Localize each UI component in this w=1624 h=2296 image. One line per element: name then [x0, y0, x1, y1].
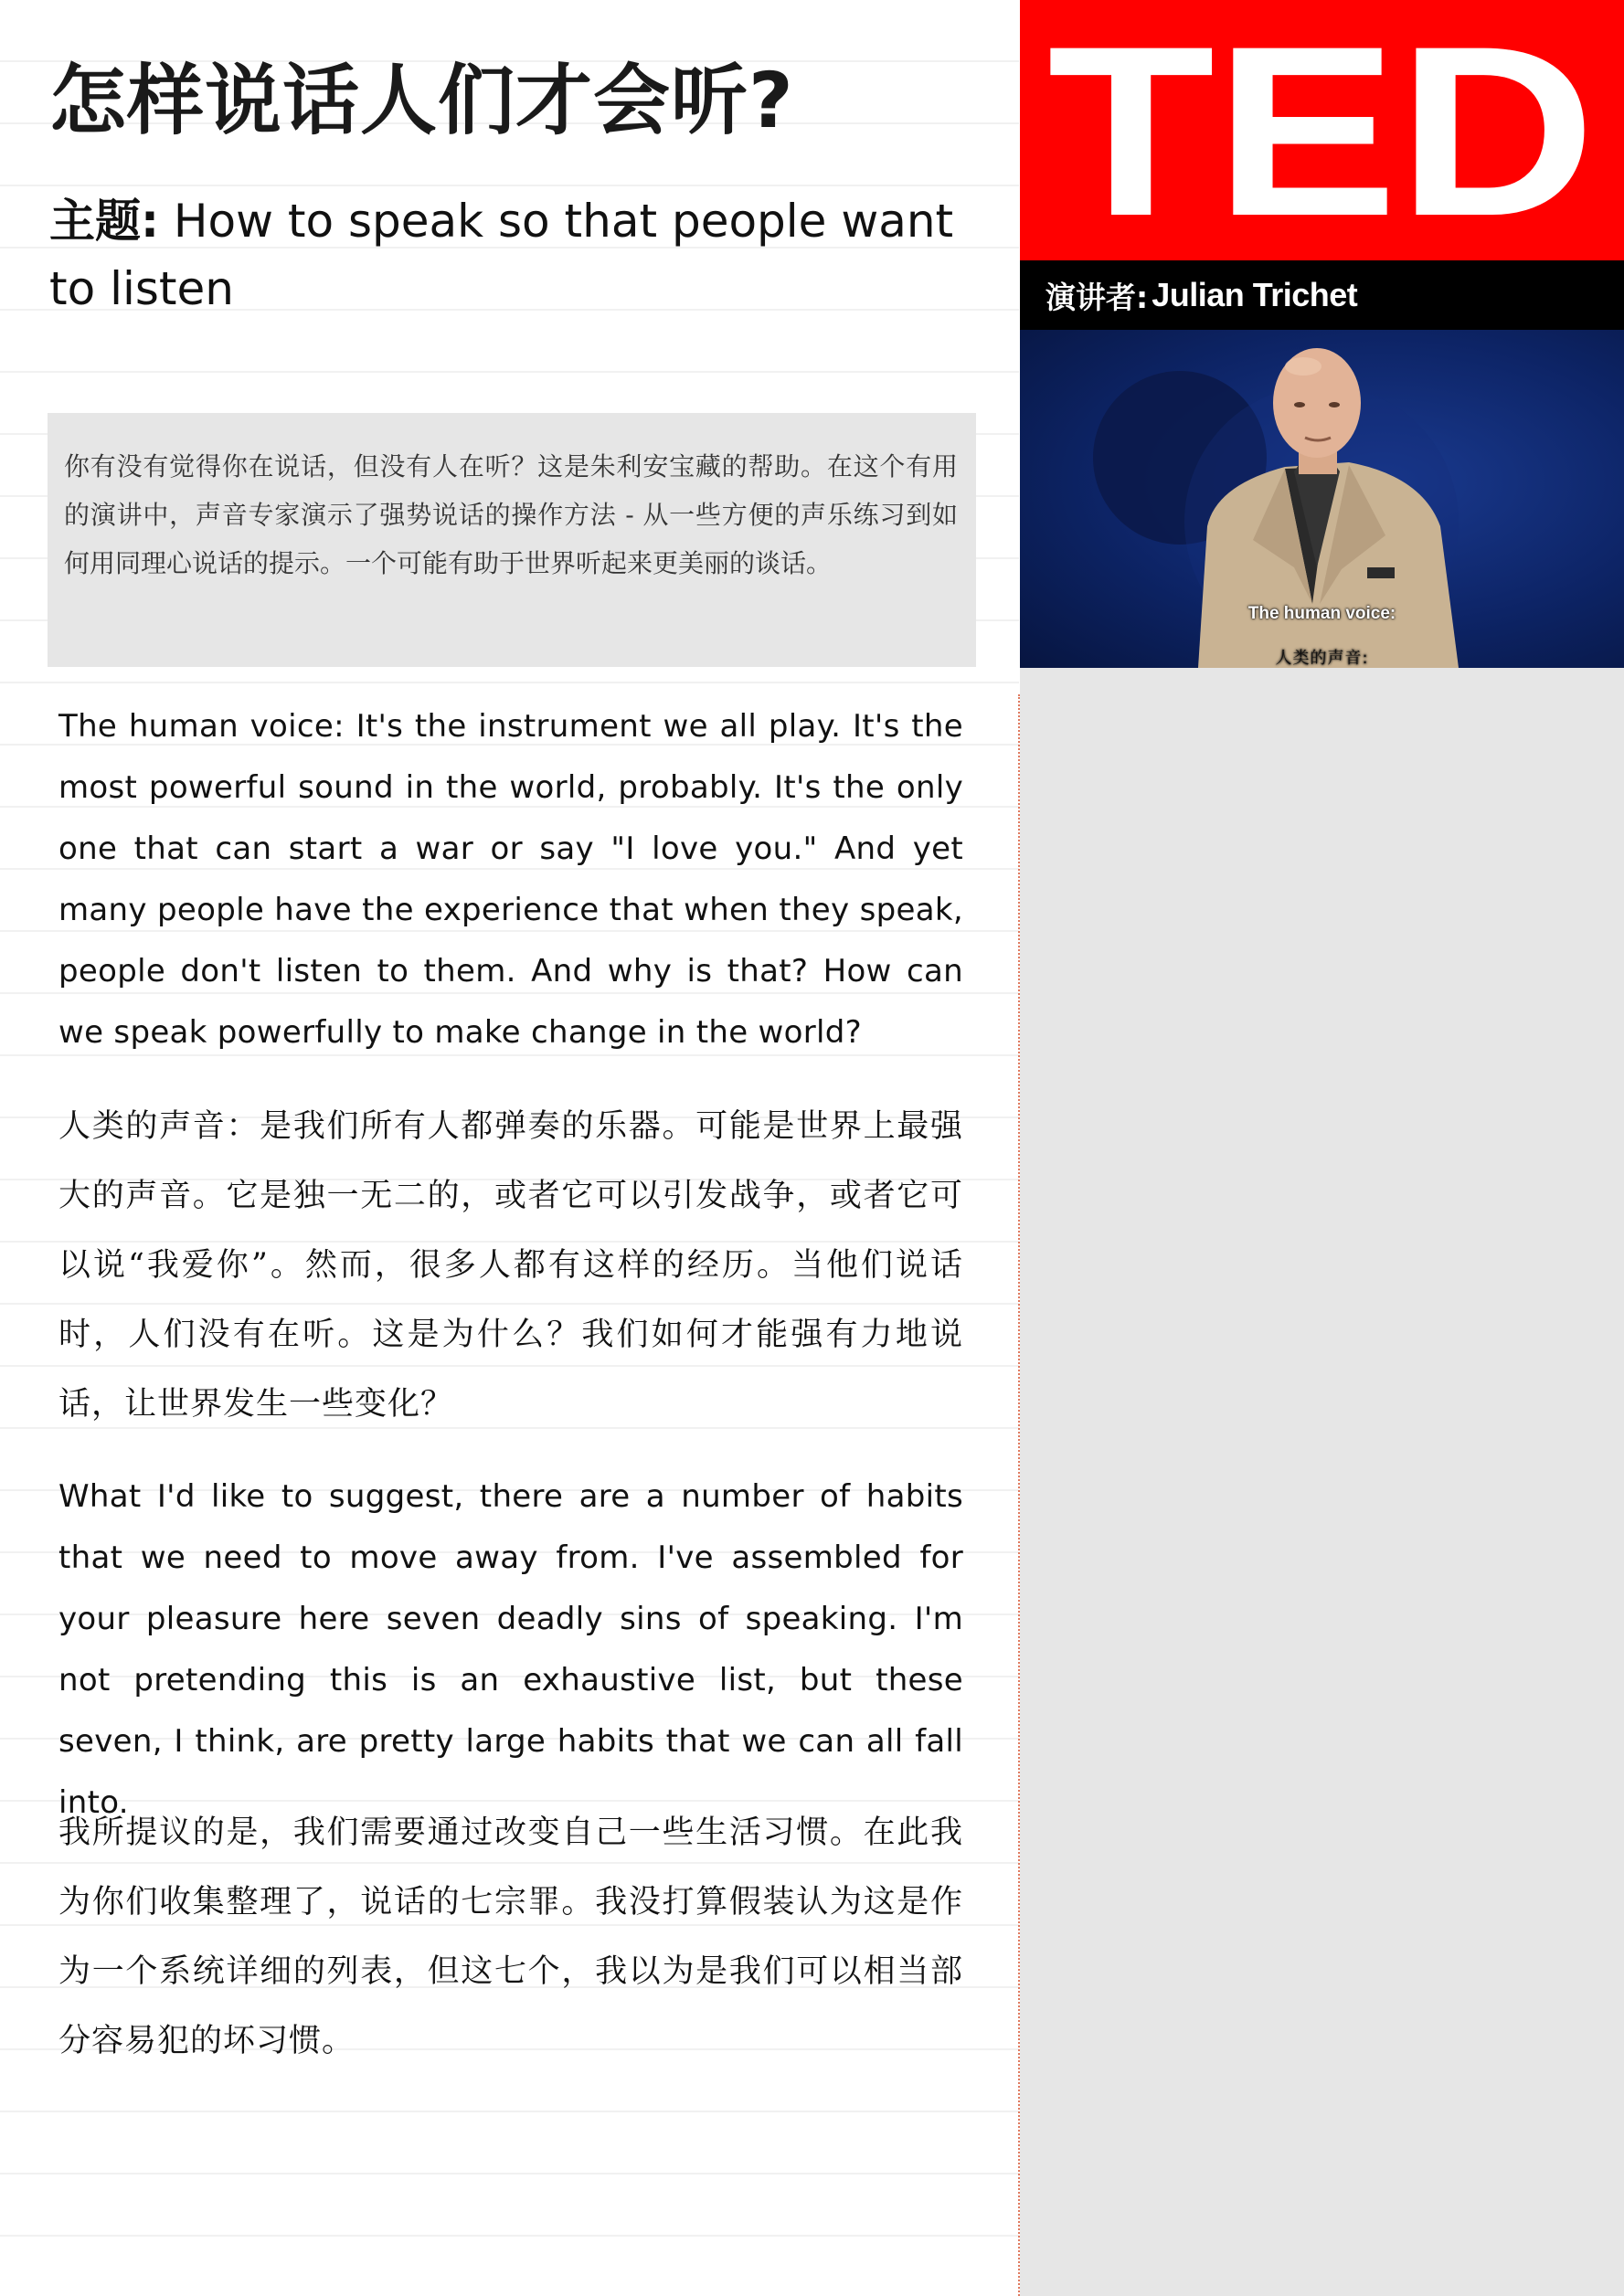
ted-logo-graphic: [1020, 0, 1624, 260]
subtitle-prefix: 主题:: [49, 195, 159, 248]
subtitle-text: How to speak so that people want to listen: [49, 195, 954, 315]
paragraph-1-en: The human voice: It's the instrument we all play. It's the most powerful sound in the world, probably. It's the only one that can start a war or say "I love you." And yet many people have the experience that when they speak, people don't listen to them. And why is that? How can we speak powerfully to make change in the world?: [58, 708, 963, 1051]
talk-subtitle: [49, 187, 972, 323]
video-caption: [1020, 604, 1624, 668]
speaker-name: Julian Trichet: [1152, 276, 1358, 313]
paragraph-3-en: What I'd like to suggest, there are a number of habits that we need to move away from. I've assembled for your pleasure here seven deadly sins of speaking. I'm not pretending this is an exhaustive list, but these seven, I think, are pretty large habits that we can all fall into.: [58, 1478, 963, 1821]
talk-video-still: [1020, 330, 1624, 668]
video-caption-zh: 人类的声音:: [1275, 649, 1369, 668]
summary-box: [48, 413, 976, 667]
page-title: 怎样说话人们才会听?: [49, 56, 794, 145]
paragraph-4-zh: 我所提议的是，我们需要通过改变自己一些生活习惯。在此我为你们收集整理了，说话的七宗罪。我没打算假装认为这是作为一个系统详细的列表，但这七个，我以为是我们可以相当部分容易犯的坏习惯。: [58, 1815, 963, 2059]
speaker-label: 演讲者:: [1046, 279, 1149, 315]
column-divider: [1018, 694, 1020, 2296]
ted-logo-text: TED: [1047, 0, 1596, 260]
summary-text: 你有没有觉得你在说话，但没有人在听？这是朱利安宝藏的帮助。在这个有用的演讲中，声音专家演示了强势说话的操作方法 - 从一些方便的声乐练习到如何用同理心说话的提示。一个可能有助于世界听起来更美丽的谈话。: [64, 451, 958, 578]
paragraph-2-zh: 人类的声音：是我们所有人都弹奏的乐器。可能是世界上最强大的声音。它是独一无二的，或者它可以引发战争，或者它可以说“我爱你”。然而，很多人都有这样的经历。当他们说话时，人们没有在听。这是为什么？我们如何才能强有力地说话，让世界发生一些变化？: [58, 1108, 963, 1423]
video-caption-en: The human voice:: [1247, 604, 1396, 623]
ted-logo: [1020, 0, 1624, 260]
speaker-bar: [1020, 260, 1624, 330]
